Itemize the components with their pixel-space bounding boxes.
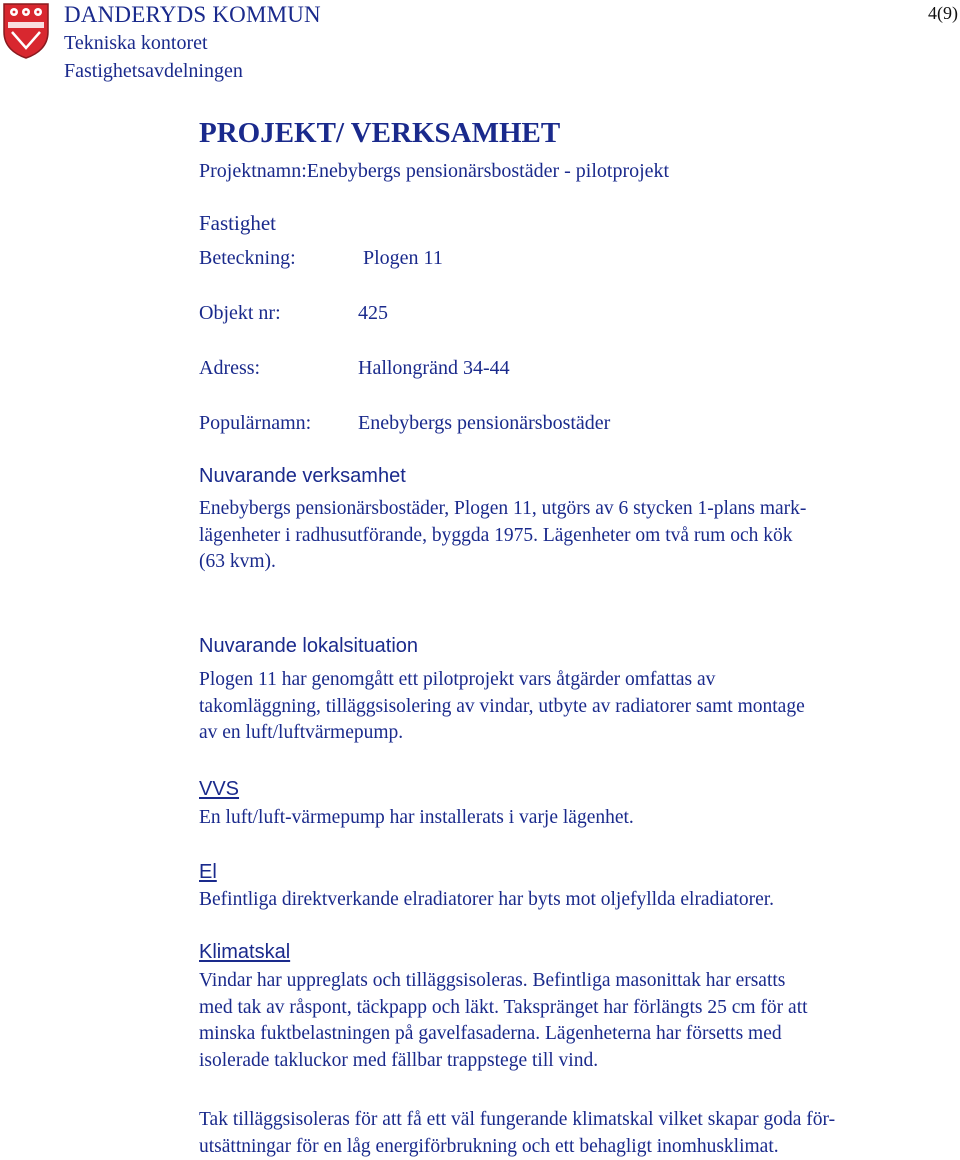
text-line: Enebybergs pensionärsbostäder, Plogen 11, utgörs av 6 stycken 1-plans mark- — [199, 496, 951, 523]
text-line: takomläggning, tilläggsisolering av vindar, utbyte av radiatorer samt montage — [199, 694, 951, 721]
text-line: med tak av råspont, täckpapp och läkt. Takspränget har förlängts 25 cm för att — [199, 995, 951, 1022]
organization-name: DANDERYDS KOMMUN — [64, 2, 321, 28]
lokalsituation-paragraph — [199, 667, 951, 747]
popularnamn-value: Enebybergs pensionärsbostäder — [358, 410, 610, 436]
closing-paragraph — [199, 1107, 951, 1160]
klimatskal-subheading: Klimatskal — [199, 940, 290, 964]
text-line: Vindar har uppreglats och tilläggsisoleras. Befintliga masonittak har ersatts — [199, 968, 951, 995]
project-name: Projektnamn:Enebybergs pensionärsbostäder - pilotprojekt — [199, 158, 669, 184]
popularnamn-label: Populärnamn: — [199, 410, 311, 436]
verksamhet-heading: Nuvarande verksamhet — [199, 463, 406, 489]
text-line: utsättningar för en låg energiförbrukning och ett behagligt inomhusklimat. — [199, 1134, 951, 1160]
objekt-nr-value: 425 — [358, 300, 388, 326]
text-line: (63 kvm). — [199, 549, 951, 576]
page-title: PROJEKT/ VERKSAMHET — [199, 116, 560, 150]
section-name: Fastighetsavdelningen — [64, 59, 243, 83]
adress-label: Adress: — [199, 355, 260, 381]
text-line: minska fuktbelastningen på gavelfasaderna. Lägenheterna har försetts med — [199, 1021, 951, 1048]
vvs-paragraph — [199, 805, 951, 832]
beteckning-value: Plogen 11 — [363, 245, 443, 271]
vvs-subheading: VVS — [199, 777, 239, 801]
department-name: Tekniska kontoret — [64, 31, 208, 55]
text-line: lägenheter i radhusutförande, byggda 1975. Lägenheter om två rum och kök — [199, 523, 951, 550]
municipality-crest-logo — [2, 2, 50, 60]
objekt-nr-label: Objekt nr: — [199, 300, 281, 326]
text-line: av en luft/luftvärmepump. — [199, 720, 951, 747]
text-line: Plogen 11 har genomgått ett pilotprojekt vars åtgärder omfattas av — [199, 667, 951, 694]
lokalsituation-heading: Nuvarande lokalsituation — [199, 633, 418, 659]
page-number: 4(9) — [928, 2, 958, 24]
text-line: Tak tilläggsisoleras för att få ett väl fungerande klimatskal vilket skapar goda för- — [199, 1107, 951, 1134]
text-line: En luft/luft-värmepump har installerats i varje lägenhet. — [199, 805, 951, 832]
klimatskal-paragraph — [199, 968, 951, 1074]
verksamhet-paragraph — [199, 496, 951, 576]
el-paragraph — [199, 887, 951, 914]
beteckning-label: Beteckning: — [199, 245, 296, 271]
text-line: isolerade takluckor med fällbar trappstege till vind. — [199, 1048, 951, 1075]
fastighet-heading: Fastighet — [199, 210, 276, 236]
text-line: Befintliga direktverkande elradiatorer har byts mot oljefyllda elradiatorer. — [199, 887, 951, 914]
adress-value: Hallongränd 34-44 — [358, 355, 510, 381]
el-subheading: El — [199, 860, 217, 884]
